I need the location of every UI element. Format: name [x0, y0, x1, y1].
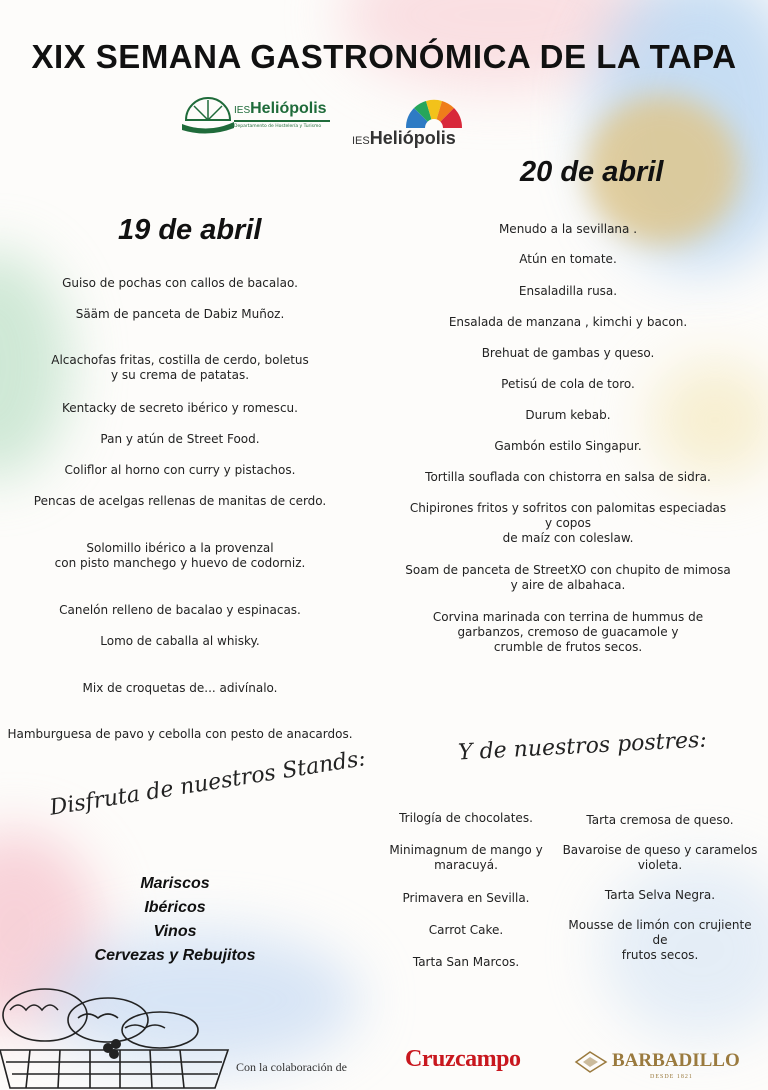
- stand-item: Cervezas y Rebujitos: [94, 947, 256, 964]
- stand-item: Vinos: [153, 923, 197, 940]
- dessert-item: Tarta San Marcos.: [412, 955, 520, 969]
- day1-item: Solomillo ibérico a la provenzal con pisto manchego y huevo de codorniz.: [54, 541, 306, 570]
- day2-item: Ensalada de manzana , kimchi y bacon.: [448, 315, 688, 329]
- stands-list: [60, 872, 290, 968]
- dessert-item: Tarta Selva Negra.: [604, 888, 716, 902]
- dessert-item: Bavaroise de queso y caramelos violeta.: [562, 843, 758, 872]
- bread-basket-illustration: [0, 970, 230, 1090]
- dessert-item: Primavera en Sevilla.: [402, 891, 530, 905]
- page-title: XIX SEMANA GASTRONÓMICA DE LA TAPA: [31, 38, 737, 75]
- day2-item: Gambón estilo Singapur.: [494, 439, 642, 453]
- dessert-item: Carrot Cake.: [428, 923, 504, 937]
- ies-logo-name: Heliópolis: [369, 128, 456, 148]
- day2-item: Ensaladilla rusa.: [518, 284, 618, 298]
- day1-item: Guiso de pochas con callos de bacalao.: [62, 276, 298, 290]
- day1-item: Canelón relleno de bacalao y espinacas.: [59, 603, 301, 617]
- day1-item: Hamburguesa de pavo y cebolla con pesto de anacardos.: [7, 727, 353, 741]
- footer-collab-text: Con la colaboración de: [236, 1060, 347, 1074]
- day2-item: Brehuat de gambas y queso.: [481, 346, 655, 360]
- cruzcampo-logo: Cruzcampo: [405, 1046, 521, 1072]
- barbadillo-logo: BARBADILLO: [612, 1050, 740, 1071]
- day1-item: Mix de croquetas de... adivínalo.: [82, 681, 278, 695]
- day1-item: Coliflor al horno con curry y pistachos.: [64, 463, 296, 477]
- stand-item: Ibéricos: [144, 899, 206, 916]
- day2-title: 20 de abril: [520, 156, 664, 188]
- dessert-item: Tarta cremosa de queso.: [586, 813, 734, 827]
- stand-item: Mariscos: [140, 875, 210, 892]
- day2-item: Tortilla souflada con chistorra en salsa de sidra.: [425, 470, 711, 484]
- dessert-item: Mousse de limón con crujiente de frutos secos.: [568, 918, 752, 962]
- day1-item: Kentacky de secreto ibérico y romescu.: [62, 401, 298, 415]
- day2-item: Chipirones fritos y sofritos con palomitas especiadas y copos de maíz con coleslaw.: [409, 501, 727, 545]
- day1-item: Pencas de acelgas rellenas de manitas de cerdo.: [33, 494, 327, 508]
- dessert-item: Minimagnum de mango y maracuyá.: [389, 843, 543, 872]
- day1-item: Pan y atún de Street Food.: [100, 432, 260, 446]
- hosteleria-logo-name: Heliópolis: [250, 100, 327, 117]
- day1-item: Sääm de panceta de Dabiz Muñoz.: [75, 307, 285, 321]
- day1-title: 19 de abril: [118, 214, 262, 246]
- day2-item: Durum kebab.: [525, 408, 611, 422]
- day2-item: Atún en tomate.: [519, 252, 617, 266]
- day2-item: Petisú de cola de toro.: [501, 377, 635, 391]
- barbadillo-tagline: DESDE 1821: [650, 1074, 693, 1080]
- ies-logo-prefix: IES: [352, 135, 370, 147]
- stands-heading: Disfruta de nuestros Stands:: [48, 746, 368, 821]
- day2-item: Menudo a la sevillana .: [498, 222, 638, 236]
- day1-item: Lomo de caballa al whisky.: [100, 634, 260, 648]
- day1-item: Alcachofas fritas, costilla de cerdo, boletus y su crema de patatas.: [51, 353, 309, 382]
- hosteleria-logo-department: Departamento de Hostelería y Turismo: [234, 124, 322, 129]
- barbadillo-emblem-icon: [574, 1050, 608, 1074]
- day2-item: Soam de panceta de StreetXO con chupito de mimosa y aire de albahaca.: [405, 563, 731, 592]
- dessert-item: Trilogía de chocolates.: [399, 811, 533, 825]
- desserts-right: [560, 0, 760, 1090]
- hosteleria-logo-prefix: IES: [234, 105, 251, 116]
- day2-item: Corvina marinada con terrina de hummus de garbanzos, cremoso de guacamole y crumble de frutos secos.: [432, 610, 704, 654]
- desserts-heading: Y de nuestros postres:: [457, 727, 708, 766]
- desserts-left: [386, 0, 546, 1090]
